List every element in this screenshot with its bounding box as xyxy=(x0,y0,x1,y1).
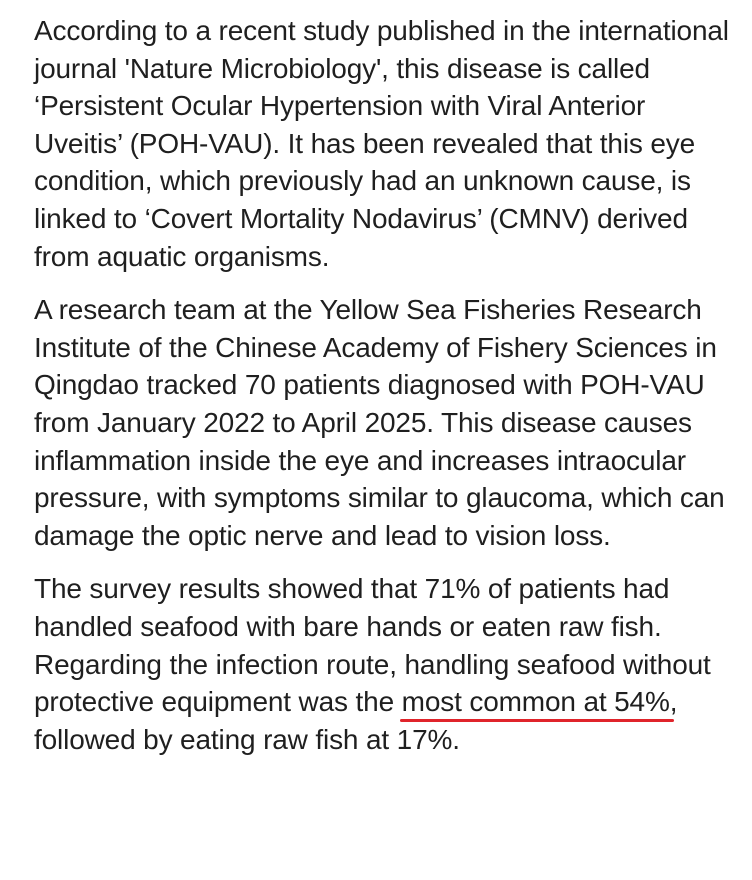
paragraph-3-text-before: The survey results showed that 71% of patients had handled seafood with bare hands or eaten raw fish. Regarding the infection route, handling seafood without protective equipment was the xyxy=(34,573,711,718)
highlighted-statistic: most common at 54% xyxy=(401,686,670,718)
article-body xyxy=(34,12,734,758)
paragraph-3 xyxy=(34,570,734,758)
paragraph-1: According to a recent study published in the international journal 'Nature Microbiology', this disease is called ‘Persistent Ocular Hypertension with Viral Anterior Uveitis’ (POH-VAU). It has been revealed that this eye condition, which previously had an unknown cause, is linked to ‘Covert Mortality Nodavirus’ (CMNV) derived from aquatic organisms. xyxy=(34,15,729,272)
paragraph-2: A research team at the Yellow Sea Fisheries Research Institute of the Chinese Academy of Fishery Sciences in Qingdao tracked 70 patients diagnosed with POH-VAU from January 2022 to April 2025. This disease causes inflammation inside the eye and increases intraocular pressure, with symptoms similar to glaucoma, which can damage the optic nerve and lead to vision loss. xyxy=(34,294,725,551)
paragraph-3-text-after: , followed by eating raw fish at 17%. xyxy=(34,686,678,755)
